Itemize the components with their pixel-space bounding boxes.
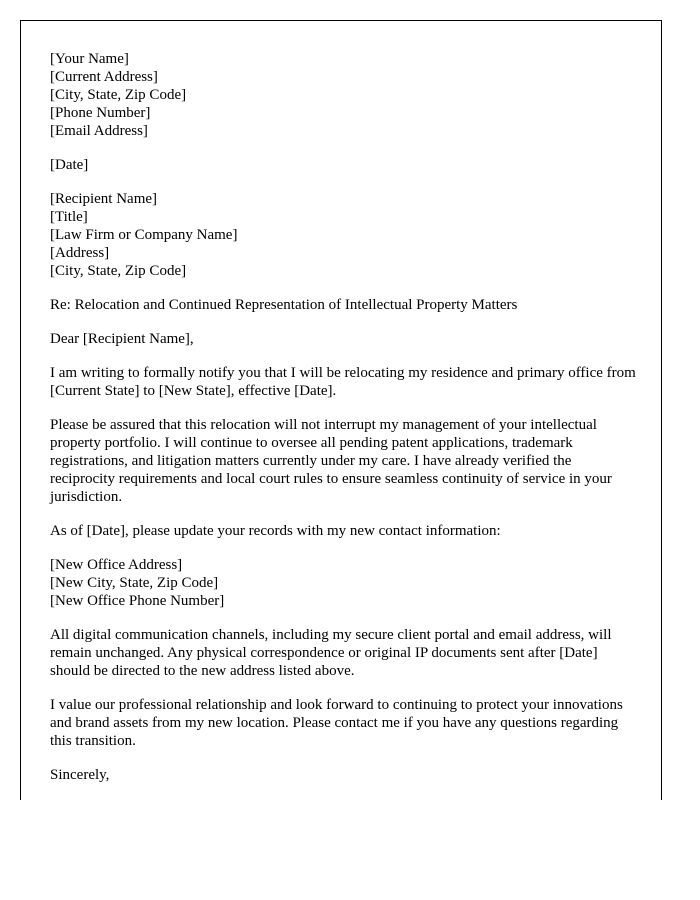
date-block: [50, 156, 640, 174]
sender-phone: [Phone Number]: [50, 105, 151, 121]
body-paragraph-3: As of [Date], please update your records with my new contact information:: [50, 523, 501, 539]
body-paragraph-5: I value our professional relationship and look forward to continuing to protect your innovations and brand assets from my new location. Please contact me if you have any questions regarding this transition.: [50, 697, 623, 749]
sender-block: [50, 50, 640, 140]
subject-line: Re: Relocation and Continued Representation of Intellectual Property Matters: [50, 297, 518, 313]
recipient-firm: [Law Firm or Company Name]: [50, 227, 238, 243]
new-office-address: [New Office Address]: [50, 557, 183, 573]
recipient-address: [Address]: [50, 245, 110, 261]
sender-city-state-zip: [City, State, Zip Code]: [50, 87, 187, 103]
subject-block: [50, 296, 640, 314]
closing-block: [50, 766, 640, 784]
body-paragraph-1: I am writing to formally notify you that I will be relocating my residence and primary office from [Current State] to [New State], effective [Date].: [50, 365, 636, 399]
salutation: Dear [Recipient Name],: [50, 331, 194, 347]
body-paragraph-4: All digital communication channels, including my secure client portal and email address, will remain unchanged. Any physical correspondence or original IP documents sent after [Date] should be directed to the new address listed above.: [50, 627, 612, 679]
sender-email: [Email Address]: [50, 123, 148, 139]
salutation-block: [50, 330, 640, 348]
recipient-name: [Recipient Name]: [50, 191, 158, 207]
new-office-phone: [New Office Phone Number]: [50, 593, 225, 609]
new-city-state-zip: [New City, State, Zip Code]: [50, 575, 219, 591]
recipient-city-state-zip: [City, State, Zip Code]: [50, 263, 187, 279]
new-contact-block: [50, 556, 640, 610]
closing: Sincerely,: [50, 767, 110, 783]
sender-name: [Your Name]: [50, 51, 129, 67]
recipient-title: [Title]: [50, 209, 88, 225]
recipient-block: [50, 190, 640, 280]
body-paragraph-2: Please be assured that this relocation will not interrupt my management of your intellectual property portfolio. I will continue to oversee all pending patent applications, trademark registrations, and litigation matters currently under my care. I have already verified the reciprocity requirements and local court rules to ensure seamless continuity of service in your jurisdiction.: [50, 417, 612, 505]
sender-address: [Current Address]: [50, 69, 158, 85]
letter-date: [Date]: [50, 157, 89, 173]
letter-content: [50, 50, 640, 800]
letter-page: [20, 20, 662, 800]
